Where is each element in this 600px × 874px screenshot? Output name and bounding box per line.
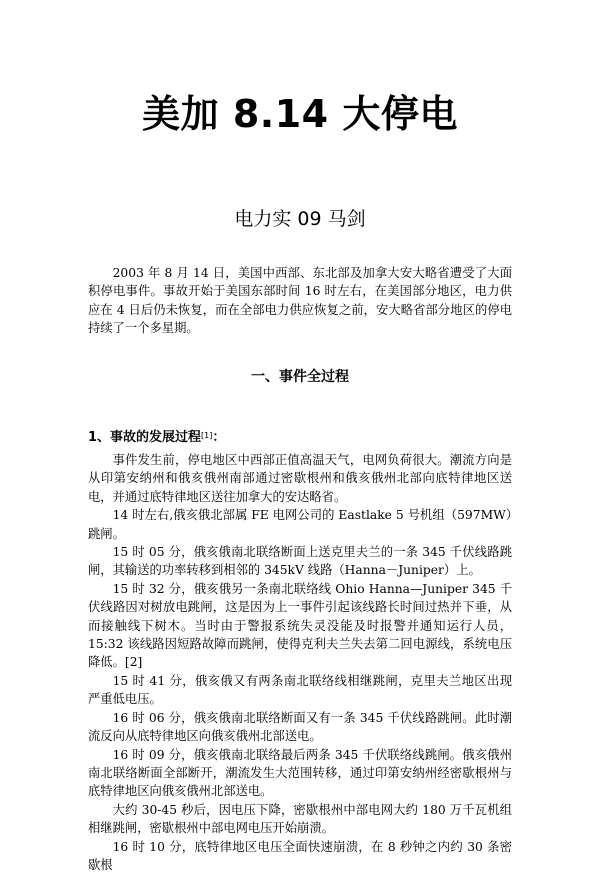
event-paragraph: 15 时 41 分，俄亥俄又有两条南北联络线相继跳闸，克里夫兰地区出现严重低电压。 — [88, 673, 512, 707]
event-paragraph: 16 时 06 分，俄亥俄南北联络断面又有一条 345 千伏线路跳闸。此时潮流反向从底特律地区向俄亥俄州北部送电。 — [88, 710, 512, 744]
author-line: 电力实 09 马剑 — [234, 208, 366, 230]
section-heading: 一、事件全过程 — [251, 369, 349, 385]
event-paragraph: 14 时左右,俄亥俄北部属 FE 电网公司的 Eastlake 5 号机组（597MW）跳闸。 — [88, 508, 512, 541]
intro-paragraph — [88, 264, 512, 338]
event-timeline — [88, 451, 512, 874]
event-paragraph: 大约 30-45 秒后，因电压下降，密歇根州中部电网大约 180 万千瓦机组相继跳闸，密歇根州中部电网电压开始崩溃。 — [88, 802, 512, 836]
document-title: 美加 8.14 大停电 — [142, 92, 458, 136]
event-paragraph: 16 时 10 分，底特律地区电压全面快速崩溃，在 8 秒钟之内约 30 条密歇根 — [88, 839, 512, 872]
subsection-heading — [88, 429, 225, 447]
event-paragraph: 事件发生前，停电地区中西部正值高温天气，电网负荷很大。潮流方向是从印第安纳州和俄亥俄州南部通过密歇根州和俄亥俄州北部向底特律地区送电，并通过底特律地区送往加拿大的安达略省。 — [88, 453, 512, 504]
event-paragraph: 15 时 32 分，俄亥俄另一条南北联络线 Ohio Hanna—Juniper 345 千伏线路因对树放电跳闸，这是因为上一事件引起该线路长时间过热并下垂，从而接触线下树木。当时由于警报系统失灵没能及时报警并通知运行人员，15:32 该线路因短路故障而跳闸，使得克利夫兰失去第二回电源线，系统电压降低。[2] — [88, 581, 512, 670]
event-paragraph: 16 时 09 分，俄亥俄南北联络最后两条 345 千伏联络线跳闸。俄亥俄州南北联络断面全部断开，潮流发生大范围转移，通过印第安纳州经密歇根州与底特律地区向俄亥俄州北部送电。 — [88, 747, 512, 799]
intro-text: 2003 年 8 月 14 日，美国中西部、东北部及加拿大安大略省遭受了大面积停电事件。事故开始于美国东部时间 16 时左右，在美国部分地区，电力供应在 4 日后仍未恢复，而在全部电力供应恢复之前，安大略省部分地区的停电持续了一个多星期。 — [88, 266, 512, 336]
subsection-label: 1、事故的发展过程 — [88, 430, 202, 445]
event-paragraph: 15 时 05 分，俄亥俄南北联络断面上送克里夫兰的一条 345 千伏线路跳闸，其输送的功率转移到相邻的 345kV 线路（Hanna－Juniper）上。 — [88, 545, 512, 578]
subsection-colon: ： — [212, 430, 226, 445]
citation-ref[interactable]: [1] — [201, 431, 213, 440]
